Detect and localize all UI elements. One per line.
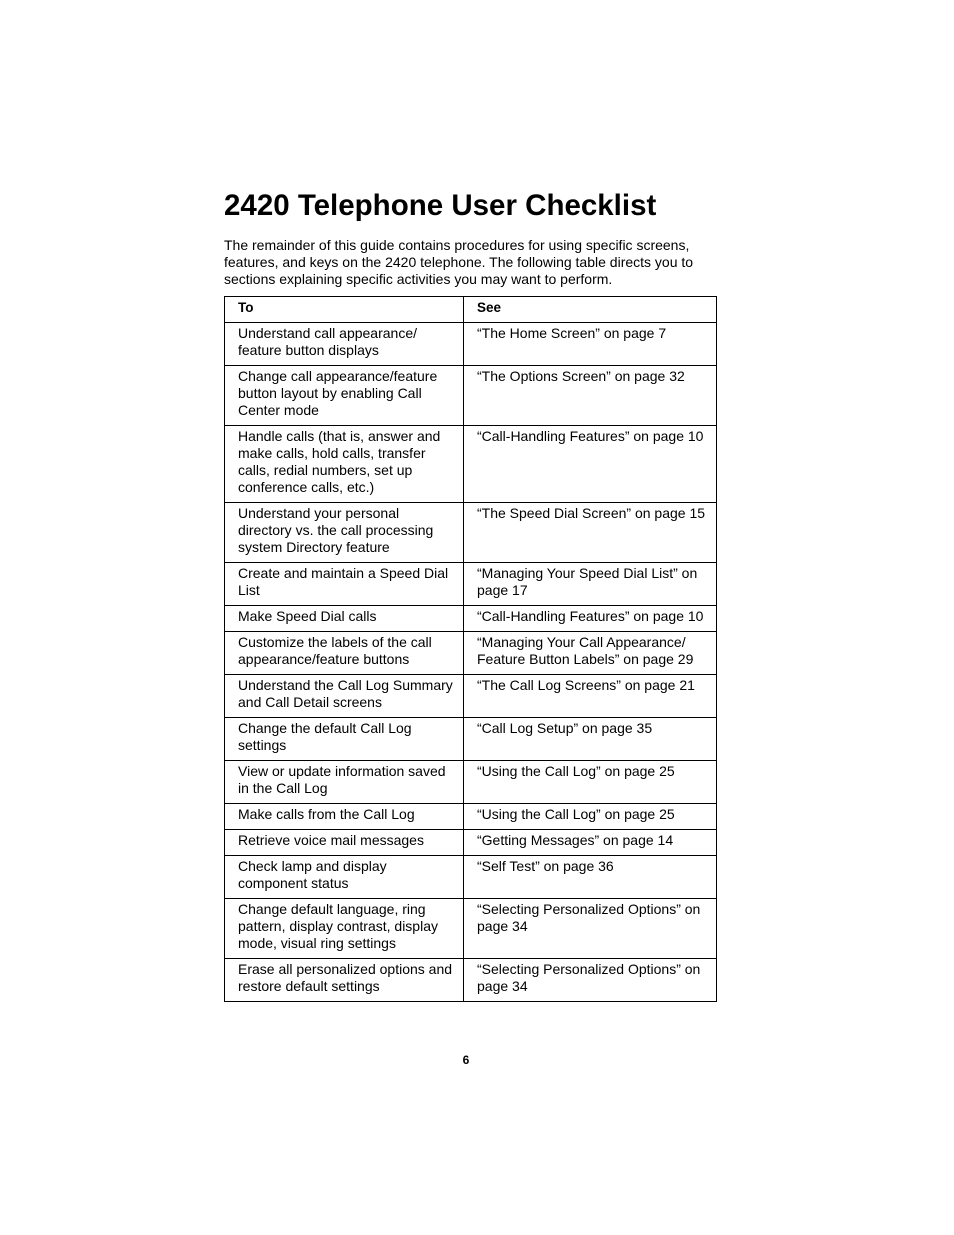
task-cell: Understand the Call Log Summary and Call Detail screens <box>225 675 464 718</box>
task-cell: Change default language, ring pattern, display contrast, display mode, visual ring settings <box>225 899 464 959</box>
reference-cell: “Using the Call Log” on page 25 <box>464 804 717 830</box>
page-title: 2420 Telephone User Checklist <box>224 189 657 222</box>
table-row <box>225 606 717 632</box>
task-cell: Create and maintain a Speed Dial List <box>225 563 464 606</box>
table-row <box>225 675 717 718</box>
column-header-see: See <box>464 297 717 323</box>
table-row <box>225 718 717 761</box>
table-row <box>225 959 717 1002</box>
reference-cell: “The Options Screen” on page 32 <box>464 366 717 426</box>
reference-cell: “The Home Screen” on page 7 <box>464 323 717 366</box>
reference-cell: “Using the Call Log” on page 25 <box>464 761 717 804</box>
table-row <box>225 426 717 503</box>
table-header-row <box>225 297 717 323</box>
table-row <box>225 323 717 366</box>
reference-cell: “Self Test” on page 36 <box>464 856 717 899</box>
table-row <box>225 830 717 856</box>
intro-paragraph: The remainder of this guide contains procedures for using specific screens, features, and keys on the 2420 telephone. The following table directs you to sections explaining specific activities you may want to perform. <box>224 237 694 287</box>
table-row <box>225 632 717 675</box>
reference-cell: “Selecting Personalized Options” on page 34 <box>464 959 717 1002</box>
column-header-to: To <box>225 297 464 323</box>
reference-cell: “Call-Handling Features” on page 10 <box>464 426 717 503</box>
task-cell: Understand call appearance/ feature button displays <box>225 323 464 366</box>
task-cell: Check lamp and display component status <box>225 856 464 899</box>
table-row <box>225 563 717 606</box>
table-row <box>225 804 717 830</box>
task-cell: Retrieve voice mail messages <box>225 830 464 856</box>
task-cell: Erase all personalized options and restore default settings <box>225 959 464 1002</box>
reference-cell: “Managing Your Call Appearance/ Feature Button Labels” on page 29 <box>464 632 717 675</box>
reference-cell: “Call-Handling Features” on page 10 <box>464 606 717 632</box>
task-cell: View or update information saved in the Call Log <box>225 761 464 804</box>
reference-cell: “Managing Your Speed Dial List” on page 17 <box>464 563 717 606</box>
task-cell: Handle calls (that is, answer and make calls, hold calls, transfer calls, redial numbers, set up conference calls, etc.) <box>225 426 464 503</box>
table-row <box>225 503 717 563</box>
table-row <box>225 856 717 899</box>
task-cell: Change call appearance/feature button layout by enabling Call Center mode <box>225 366 464 426</box>
reference-cell: “The Call Log Screens” on page 21 <box>464 675 717 718</box>
page-number: 6 <box>462 1053 470 1067</box>
table-row <box>225 761 717 804</box>
task-cell: Make calls from the Call Log <box>225 804 464 830</box>
reference-cell: “Selecting Personalized Options” on page 34 <box>464 899 717 959</box>
reference-cell: “Call Log Setup” on page 35 <box>464 718 717 761</box>
task-cell: Make Speed Dial calls <box>225 606 464 632</box>
task-cell: Understand your personal directory vs. the call processing system Directory feature <box>225 503 464 563</box>
table-row <box>225 899 717 959</box>
task-cell: Customize the labels of the call appearance/feature buttons <box>225 632 464 675</box>
task-cell: Change the default Call Log settings <box>225 718 464 761</box>
reference-cell: “Getting Messages” on page 14 <box>464 830 717 856</box>
table-row <box>225 366 717 426</box>
checklist-table <box>224 296 717 1002</box>
reference-cell: “The Speed Dial Screen” on page 15 <box>464 503 717 563</box>
